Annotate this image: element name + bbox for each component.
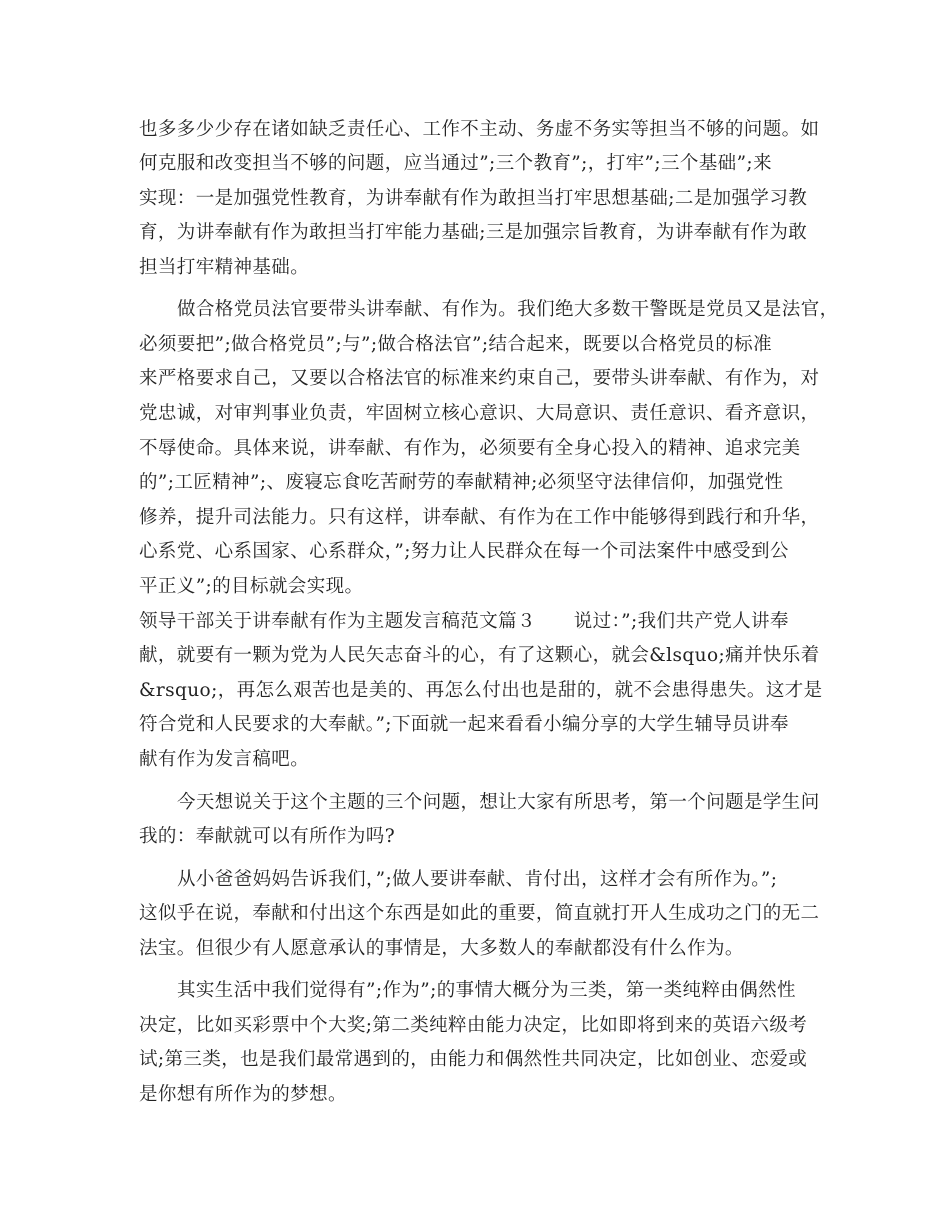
text-line: 的”;工匠精神”;、废寝忘食吃苦耐劳的奉献精神;必须坚守法律信仰，加强党性 [139,472,784,493]
text-line: 实现：一是加强党性教育，为讲奉献有作为敢担当打牢思想基础;二是加强学习教 [139,188,808,209]
text-line: 也多多少少存在诸如缺乏责任心、工作不主动、务虚不务实等担当不够的问题。如 [139,119,820,140]
text-line: 必须要把”;做合格党员”;与”;做合格法官”;结合起来，既要以合格党员的标准 [139,334,772,355]
text-line: 献，就要有一颗为党为人民矢志奋斗的心，有了这颗心，就会&lsquo;痛并快乐着 [139,645,820,666]
text-line: 来严格要求自己，又要以合格法官的标准来约束自己，要带头讲奉献、有作为，对 [139,368,820,389]
text-line: 领导干部关于讲奉献有作为主题发言稿范文篇３ 说过：”;我们共产党人讲奉 [139,611,789,632]
text-line: 我的：奉献就可以有所作为吗? [139,826,396,847]
text-line: 决定，比如买彩票中个大奖;第二类纯粹由能力决定，比如即将到来的英语六级考 [139,1015,808,1036]
text-line: 今天想说关于这个主题的三个问题，想让大家有所思考，第一个问题是学生问 [177,792,820,813]
text-line: 献有作为发言稿吧。 [139,749,310,770]
text-line: 担当打牢精神基础。 [139,257,310,278]
text-line: 党忠诚，对审判事业负责，牢固树立核心意识、大局意识、责任意识、看齐意识， [139,403,820,424]
text-line: 不辱使命。具体来说，讲奉献、有作为，必须要有全身心投入的精神、追求完美 [139,438,801,459]
text-line: 平正义”;的目标就会实现。 [139,576,364,597]
text-line: 法宝。但很少有人愿意承认的事情是，大多数人的奉献都没有什么作为。 [139,938,744,959]
text-line: 何克服和改变担当不够的问题，应当通过”;三个教育”;，打牢”;三个基础”;来 [139,153,772,174]
text-line: 其实生活中我们觉得有”;作为”;的事情大概分为三类，第一类纯粹由偶然性 [177,980,796,1001]
text-line: 心系党、心系国家、心系群众，”;努力让人民群众在每一个司法案件中感受到公 [139,541,789,562]
text-line: 育，为讲奉献有作为敢担当打牢能力基础;三是加强宗旨教育，为讲奉献有作为敢 [139,222,808,243]
text-line: 是你想有所作为的梦想。 [139,1084,347,1105]
text-line: 这似乎在说，奉献和付出这个东西是如此的重要，简直就打开人生成功之门的无二 [139,903,820,924]
text-line: 做合格党员法官要带头讲奉献、有作为。我们绝大多数干警既是党员又是法官， [177,299,839,320]
text-line: 从小爸爸妈妈告诉我们，”;做人要讲奉献、肯付出，这样才会有所作为。”; [177,869,778,890]
text-line: 符合党和人民要求的大奉献。”;下面就一起来看看小编分享的大学生辅导员讲奉 [139,714,789,735]
text-line: 试;第三类，也是我们最常遇到的，由能力和偶然性共同决定，比如创业、恋爱或 [139,1049,808,1070]
text-line: 修养，提升司法能力。只有这样，讲奉献、有作为在工作中能够得到践行和升华， [139,507,820,528]
text-line: &rsquo;，再怎么艰苦也是美的、再怎么付出也是甜的，就不会患得患失。这才是 [139,680,823,701]
